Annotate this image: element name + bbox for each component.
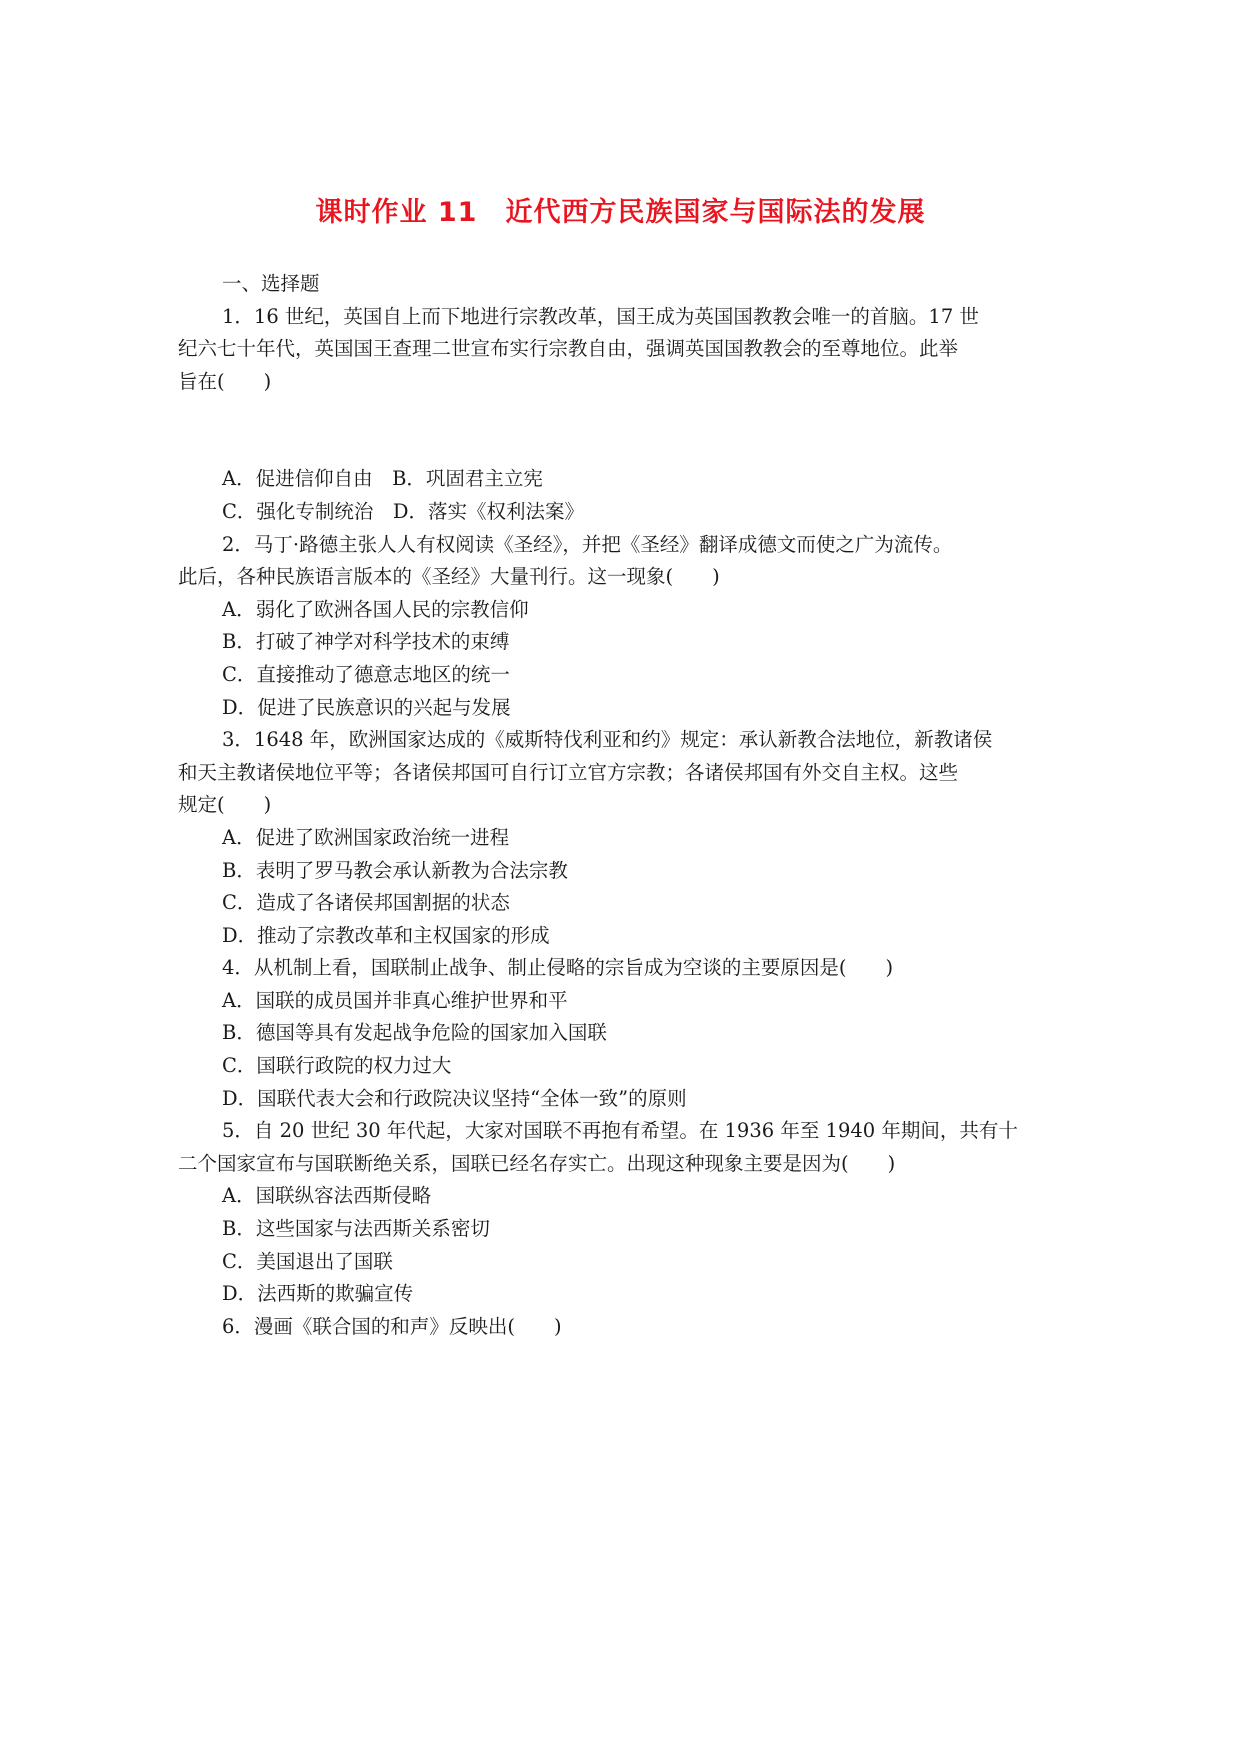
answer-option: A．国联纵容法西斯侵略	[222, 1184, 432, 1208]
question-3	[178, 724, 1068, 952]
question-stem-line: 和天主教诸侯地位平等；各诸侯邦国可自行订立官方宗教；各诸侯邦国有外交自主权。这些	[178, 760, 959, 784]
page-title: 课时作业 11 近代西方民族国家与国际法的发展	[315, 197, 926, 228]
question-1	[178, 301, 1068, 529]
answer-option: B．这些国家与法西斯关系密切	[222, 1217, 490, 1241]
question-stem-line: 3．1648 年，欧洲国家达成的《威斯特伐利亚和约》规定：承认新教合法地位，新教诸侯	[222, 728, 993, 752]
question-list	[178, 268, 1068, 1343]
answer-option: B．打破了神学对科学技术的束缚	[222, 630, 510, 654]
question-stem-line: 规定( )	[178, 793, 272, 817]
blank-space	[178, 398, 1068, 463]
answer-option: C．直接推动了德意志地区的统一	[222, 662, 510, 686]
question-stem-line: 6．漫画《联合国的和声》反映出( )	[222, 1314, 562, 1338]
question-stem-line: 4．从机制上看，国联制止战争、制止侵略的宗旨成为空谈的主要原因是( )	[222, 956, 894, 980]
answer-option: C．强化专制统治 D．落实《权利法案》	[222, 499, 585, 523]
question-stem-line: 2．马丁·路德主张人人有权阅读《圣经》，并把《圣经》翻译成德文而使之广为流传。	[222, 532, 953, 556]
answer-option: A．弱化了欧洲各国人民的宗教信仰	[222, 597, 529, 621]
question-stem-line: 1．16 世纪，英国自上而下地进行宗教改革，国王成为英国国教教会唯一的首脑。17 世	[222, 304, 979, 328]
question-2	[178, 529, 1068, 725]
question-4	[178, 952, 1068, 1115]
question-6	[178, 1311, 1068, 1344]
answer-option: A．促进信仰自由 B．巩固君主立宪	[222, 467, 543, 491]
answer-option: A．促进了欧洲国家政治统一进程	[222, 825, 510, 849]
answer-option: C．美国退出了国联	[222, 1249, 393, 1273]
answer-option: C．造成了各诸侯邦国割据的状态	[222, 891, 510, 915]
answer-option: C．国联行政院的权力过大	[222, 1054, 452, 1078]
answer-option: B．表明了罗马教会承认新教为合法宗教	[222, 858, 568, 882]
question-stem-line: 旨在( )	[178, 369, 272, 393]
answer-option: A．国联的成员国并非真心维护世界和平	[222, 988, 568, 1012]
answer-option: B．德国等具有发起战争危险的国家加入国联	[222, 1021, 607, 1045]
answer-option: D．促进了民族意识的兴起与发展	[222, 695, 511, 719]
question-5	[178, 1115, 1068, 1311]
section-heading: 一、选择题	[222, 272, 320, 295]
question-stem-line: 纪六七十年代，英国国王查理二世宣布实行宗教自由，强调英国国教教会的至尊地位。此举	[178, 337, 959, 361]
question-stem-line: 二个国家宣布与国联断绝关系，国联已经名存实亡。出现这种现象主要是因为( )	[178, 1151, 896, 1175]
question-stem-line: 5．自 20 世纪 30 年代起，大家对国联不再抱有希望。在 1936 年至 1940 年期间，共有十	[222, 1119, 1018, 1143]
answer-option: D．推动了宗教改革和主权国家的形成	[222, 923, 550, 947]
answer-option: D．法西斯的欺骗宣传	[222, 1282, 414, 1306]
answer-option: D．国联代表大会和行政院决议坚持“全体一致”的原则	[222, 1086, 687, 1110]
question-stem-line: 此后，各种民族语言版本的《圣经》大量刊行。这一现象( )	[178, 565, 720, 589]
